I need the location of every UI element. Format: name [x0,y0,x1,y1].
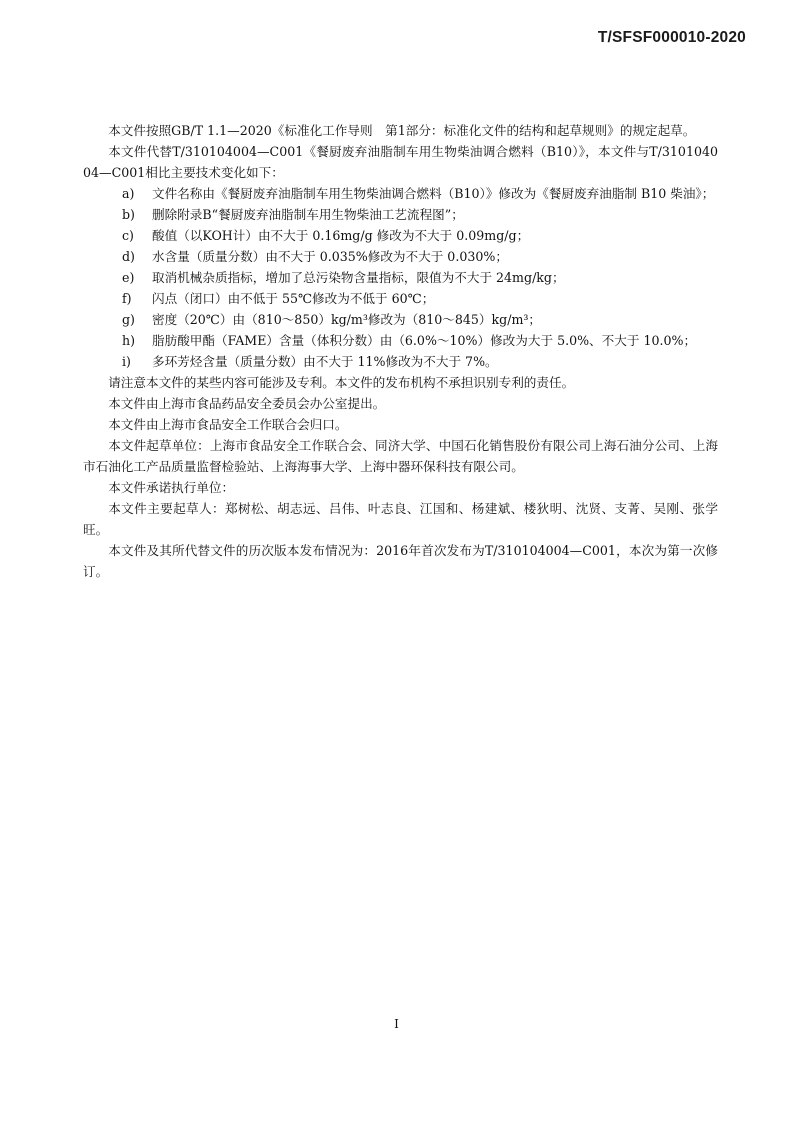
paragraph-drafting-units: 本文件起草单位：上海市食品安全工作联合会、同济大学、中国石化销售股份有限公司上海石油分公司、上海市石油化工产品质量监督检验站、上海海事大学、上海中器环保科技有限公司。 [83,438,718,474]
list-marker: c) [122,228,134,243]
paragraph-drafting-rules: 本文件按照GB/T 1.1—2020《标准化工作导则 第1部分：标准化文件的结构和起草规则》的规定起草。 [108,123,696,138]
list-marker: b) [122,207,135,222]
page-number: I [394,1017,399,1031]
list-item-text: 密度（20℃）由（810～850）kg/m³修改为（810～845）kg/m³； [152,312,542,327]
list-item-text: 删除附录B“餐厨废弃油脂制车用生物柴油工艺流程图”； [152,207,464,222]
foreword-body [83,120,718,582]
list-marker: h) [122,333,136,348]
list-item [83,351,718,372]
list-item-text: 酸值（以KOH计）由不大于 0.16mg/g 修改为不大于 0.09mg/g； [152,228,530,243]
list-marker: g) [122,312,135,327]
document-code: T/SFSF000010-2020 [597,29,746,46]
paragraph-centralized-by: 本文件由上海市食品安全工作联合会归口。 [108,417,348,432]
list-marker: e) [122,270,135,285]
list-item-text: 闪点（闭口）由不低于 55℃修改为不低于 60℃； [152,291,435,306]
list-marker: a) [122,186,135,201]
list-item [83,267,718,288]
list-item-text: 水含量（质量分数）由不大于 0.035%修改为不大于 0.030%； [152,249,508,264]
technical-changes-list [83,183,718,372]
list-marker: i) [122,354,131,369]
list-marker: d) [122,249,135,264]
paragraph-patent-notice: 请注意本文件的某些内容可能涉及专利。本文件的发布机构不承担识别专利的责任。 [108,375,575,390]
list-marker: f) [122,291,132,306]
list-item-text: 取消机械杂质指标，增加了总污染物含量指标，限值为不大于 24mg/kg； [152,270,565,285]
paragraph-version-history: 本文件及其所代替文件的历次版本发布情况为：2016年首次发布为T/310104004—C001，本次为第一次修订。 [83,543,718,579]
list-item-text: 多环芳烃含量（质量分数）由不大于 11%修改为不大于 7%。 [152,354,498,369]
list-item [83,309,718,330]
list-item [83,183,718,204]
list-item-text: 脂肪酸甲酯（FAME）含量（体积分数）由（6.0%～10%）修改为大于 5.0%、不大于 10.0%； [152,333,697,348]
list-item [83,225,718,246]
paragraph-proposed-by: 本文件由上海市食品药品安全委员会办公室提出。 [108,396,386,411]
list-item-text: 文件名称由《餐厨废弃油脂制车用生物柴油调合燃料（B10）》修改为《餐厨废弃油脂制 B10 柴油》； [152,186,715,201]
list-item [83,246,718,267]
list-item [83,204,718,225]
paragraph-committed-units: 本文件承诺执行单位： [108,480,235,495]
paragraph-replacement: 本文件代替T/310104004—C001《餐厨废弃油脂制车用生物柴油调合燃料（B10）》，本文件与T/310104004—C001相比主要技术变化如下： [83,144,718,180]
list-item [83,330,718,351]
paragraph-drafters: 本文件主要起草人：郑树松、胡志远、吕伟、叶志良、江国和、杨建斌、楼狄明、沈贤、支菁、吴刚、张学旺。 [83,501,718,537]
list-item [83,288,718,309]
